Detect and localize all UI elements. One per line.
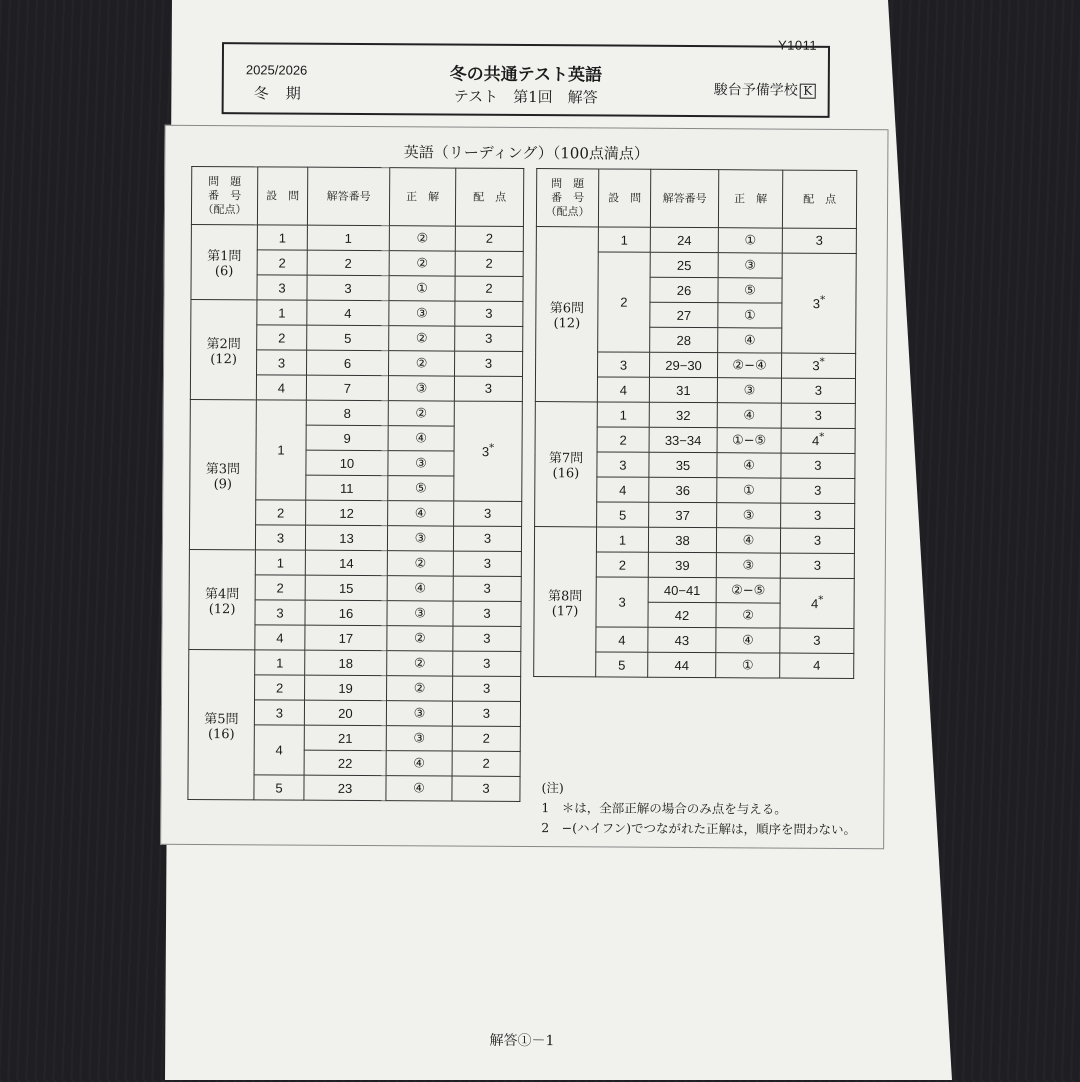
sub-question: 2: [255, 575, 305, 600]
points: [453, 626, 521, 651]
points: [782, 253, 857, 353]
answer-number: 10: [306, 450, 388, 476]
points: [453, 551, 521, 576]
correct-answer: ④: [386, 776, 452, 801]
table-row: [534, 527, 854, 554]
sub-question: 4: [596, 627, 648, 652]
points-value: 3: [815, 232, 823, 248]
question-points: (6): [214, 264, 234, 280]
answer-number: 17: [305, 625, 387, 651]
points: [452, 701, 520, 726]
question-points: (12): [210, 351, 237, 367]
answer-number: 22: [304, 750, 386, 776]
correct-answer: ②: [388, 401, 454, 426]
question-points: (16): [207, 726, 235, 742]
points: [455, 351, 523, 376]
question-points: (9): [213, 476, 233, 492]
question-number-cell: [190, 299, 257, 399]
school-name-text: 駿台予備学校: [713, 82, 798, 99]
sub-question: 3: [596, 577, 648, 627]
correct-answer: ③: [387, 526, 453, 551]
sub-question: 4: [254, 725, 304, 775]
points: [780, 553, 854, 578]
correct-answer: ⑤: [388, 476, 454, 501]
sub-question: 1: [257, 300, 307, 325]
points-value: 3: [812, 358, 820, 374]
points-star: *: [819, 357, 825, 369]
correct-answer: ②: [387, 626, 453, 651]
answer-number: 26: [650, 277, 718, 302]
points-value: 3: [812, 295, 821, 311]
answer-number: 13: [305, 525, 387, 551]
correct-answer: ③: [388, 451, 454, 476]
correct-answer: ①−⑤: [717, 428, 781, 453]
sub-question: 4: [597, 377, 649, 402]
correct-answer: ②−④: [717, 353, 781, 378]
sub-question: 4: [256, 375, 306, 400]
points-value: 3: [813, 507, 822, 523]
col-question-line: 問 題: [208, 174, 242, 188]
points: [455, 301, 523, 326]
points: [781, 503, 855, 528]
answer-number: 38: [648, 527, 716, 552]
points-value: 2: [482, 755, 490, 771]
correct-answer: ③: [386, 726, 452, 751]
sub-question: 3: [257, 350, 307, 375]
correct-answer: ①: [389, 276, 455, 301]
table-row: [191, 299, 523, 326]
question-number: 第1問: [207, 249, 242, 265]
correct-answer: ③: [716, 553, 780, 578]
sub-question: 3: [255, 525, 305, 550]
header-title: 冬の共通テスト英語: [449, 64, 603, 86]
answer-number: 4: [307, 300, 389, 326]
answer-number: 24: [650, 227, 718, 252]
question-number-cell: [535, 227, 598, 402]
answer-number: 28: [650, 327, 718, 352]
answer-sheet-content: [152, 0, 899, 1082]
points-star: *: [489, 442, 495, 454]
answer-number: 29−30: [649, 352, 717, 377]
points-star: *: [819, 432, 825, 444]
table-row: [536, 227, 856, 254]
sub-question: 2: [598, 252, 651, 352]
col-sub: 設 問: [257, 167, 307, 225]
correct-answer: ④: [388, 501, 454, 526]
correct-answer: ②: [387, 551, 453, 576]
answer-number: 37: [649, 502, 717, 527]
points: [453, 601, 521, 626]
correct-answer: ②−⑤: [716, 578, 780, 603]
sub-question: 1: [596, 527, 648, 552]
points-value: 3: [483, 505, 492, 521]
points-value: 3: [483, 655, 491, 671]
correct-answer: ①: [718, 228, 782, 253]
answer-number: 3: [307, 275, 389, 301]
correct-answer: ①: [717, 478, 781, 503]
sub-question: 1: [256, 400, 307, 500]
question-points: (17): [551, 603, 579, 619]
answer-number: 23: [304, 775, 386, 801]
notes: [541, 778, 856, 840]
question-number-cell: [189, 549, 256, 649]
answer-number: 40−41: [648, 577, 716, 602]
points: [780, 628, 854, 653]
points-value: 4: [813, 657, 821, 673]
points: [455, 326, 523, 351]
header-year: 2025/2026: [245, 62, 308, 78]
answer-number: 6: [307, 350, 389, 376]
question-number: 第3問: [205, 461, 241, 477]
col-answer-no: 解答番号: [650, 169, 718, 227]
sub-question: 2: [255, 675, 305, 700]
answer-number: 32: [649, 402, 717, 427]
col-correct: 正 解: [389, 168, 455, 226]
table-row: [189, 549, 521, 576]
question-number-cell: [188, 649, 255, 799]
points: [781, 428, 855, 453]
col-correct: 正 解: [718, 170, 782, 228]
correct-answer: ③: [717, 378, 781, 403]
sub-question: 5: [597, 502, 649, 527]
col-points: 配 点: [455, 168, 523, 226]
points-value: 3: [482, 680, 491, 696]
answer-number: 31: [649, 377, 717, 402]
question-number: 第2問: [206, 336, 241, 352]
points-star: *: [818, 594, 824, 606]
correct-answer: ④: [717, 453, 781, 478]
col-answer-no: 解答番号: [307, 167, 389, 225]
notes-line-1: 1 ＊は，全部正解の場合のみ点を与える。: [541, 800, 787, 817]
table-row: [190, 399, 522, 426]
points-value: 3: [813, 632, 821, 648]
correct-answer: ④: [718, 328, 782, 353]
question-points: (12): [208, 601, 236, 617]
points-value: 3: [483, 530, 492, 546]
answer-number: 7: [306, 375, 388, 401]
points-value: 4: [810, 595, 819, 611]
question-number: 第5問: [204, 711, 239, 727]
correct-answer: ③: [717, 503, 781, 528]
correct-answer: ②: [389, 251, 455, 276]
question-number-cell: [535, 402, 598, 527]
points-value: 3: [483, 580, 491, 596]
points-value: 2: [482, 730, 490, 746]
points-value: 3: [485, 305, 493, 321]
answer-number: 9: [306, 425, 388, 451]
points: [781, 378, 855, 403]
answer-number: 43: [648, 627, 716, 652]
table-row: [535, 402, 855, 429]
points-value: 3: [483, 630, 491, 646]
sub-question: 2: [257, 250, 307, 275]
points: [453, 526, 521, 551]
answer-number: 36: [649, 477, 717, 502]
answer-number: 25: [650, 252, 718, 277]
correct-answer: ④: [716, 528, 780, 553]
points: [454, 501, 522, 526]
document-code: Y1011: [777, 37, 818, 53]
answer-number: 11: [306, 475, 388, 501]
answer-number: 19: [305, 675, 387, 701]
points-value: 3: [813, 557, 822, 573]
correct-answer: ④: [716, 628, 780, 653]
answer-number: 5: [307, 325, 389, 351]
table-row: [189, 649, 521, 676]
sub-question: 5: [596, 652, 648, 677]
answer-number: 2: [307, 250, 389, 276]
sub-question: 2: [257, 325, 307, 350]
answer-number: 33−34: [649, 427, 717, 452]
points: [782, 228, 856, 253]
sub-question: 1: [255, 650, 305, 675]
answer-number: 44: [648, 652, 716, 677]
sub-question: 4: [597, 477, 649, 502]
points: [455, 226, 523, 251]
answer-number: 39: [648, 552, 716, 577]
points: [455, 251, 523, 276]
sub-question: 3: [255, 600, 305, 625]
sub-question: 4: [255, 625, 305, 650]
answer-number: 15: [305, 575, 387, 601]
correct-answer: ⑤: [718, 278, 782, 303]
correct-answer: ④: [717, 403, 781, 428]
points-value: 3: [483, 605, 491, 621]
question-number: 第8問: [547, 588, 583, 604]
points: [452, 776, 520, 801]
correct-answer: ②: [389, 226, 455, 251]
points-value: 3: [483, 555, 492, 571]
sub-question: 1: [597, 402, 649, 427]
correct-answer: ②: [716, 603, 780, 628]
sub-question: 1: [257, 225, 307, 250]
points-value: 2: [485, 230, 493, 246]
points: [781, 478, 855, 503]
sub-question: 2: [596, 552, 648, 577]
school-name: [714, 79, 816, 100]
question-number: 第6問: [549, 301, 585, 317]
answer-table-left: [187, 166, 524, 802]
points-value: 3: [813, 532, 822, 548]
points: [781, 353, 855, 378]
question-points: (16): [552, 466, 580, 482]
points-value: 3: [814, 482, 822, 498]
points: [781, 403, 855, 428]
points-value: 3: [814, 382, 823, 398]
points: [453, 676, 521, 701]
school-mark: K: [800, 84, 816, 99]
points: [455, 276, 523, 301]
sub-question: 5: [254, 775, 304, 800]
table-title: 英語（リーディング）（100点満点）: [403, 143, 649, 163]
col-points: 配 点: [782, 170, 856, 228]
points: [780, 578, 854, 628]
points-star: *: [820, 294, 826, 306]
question-number: 第7問: [548, 451, 584, 467]
sub-question: 2: [256, 500, 306, 525]
answer-number: 21: [304, 725, 386, 751]
header-subtitle: テスト 第1回 解答: [453, 87, 598, 107]
points: [780, 528, 854, 553]
correct-answer: ①: [718, 303, 782, 328]
sub-question: 3: [597, 452, 649, 477]
points: [454, 376, 522, 401]
points: [454, 401, 523, 501]
question-number: 第4問: [204, 586, 240, 602]
answer-number: 27: [650, 302, 718, 327]
points-value: 3: [484, 355, 493, 371]
sub-question: 1: [255, 550, 305, 575]
sub-question: 1: [598, 227, 650, 252]
question-number-cell: [191, 224, 257, 299]
points: [780, 653, 854, 678]
points: [453, 651, 521, 676]
table-row: [191, 224, 523, 251]
col-question-line: 問 題: [551, 176, 585, 190]
answer-number: 20: [304, 700, 386, 726]
points: [452, 726, 520, 751]
header-season: 冬 期: [253, 84, 302, 103]
answer-number: 8: [306, 400, 388, 426]
correct-answer: ②: [389, 351, 455, 376]
question-number-cell: [189, 399, 256, 549]
points: [452, 751, 520, 776]
header-box: [222, 42, 830, 118]
correct-answer: ②: [389, 326, 455, 351]
correct-answer: ③: [386, 701, 452, 726]
points: [781, 453, 855, 478]
answer-table-right: [533, 168, 857, 679]
col-question-line: 番 号: [208, 188, 242, 202]
correct-answer: ④: [387, 576, 453, 601]
col-question: [191, 166, 257, 224]
answer-number: 18: [305, 650, 387, 676]
points-value: 3: [485, 330, 493, 346]
points-value: 4: [811, 433, 820, 449]
answer-number: 1: [307, 225, 389, 251]
sub-question: 3: [597, 352, 649, 377]
col-question: [536, 169, 598, 227]
col-question-line: （配点）: [202, 202, 247, 216]
correct-answer: ③: [387, 601, 453, 626]
correct-answer: ①: [716, 653, 780, 678]
points-value: 3: [481, 443, 490, 459]
question-number-cell: [534, 527, 597, 677]
correct-answer: ③: [389, 301, 455, 326]
points-value: 3: [814, 407, 822, 423]
answer-number: 16: [305, 600, 387, 626]
points-value: 3: [482, 705, 491, 721]
col-question-line: 番 号: [551, 190, 585, 204]
correct-answer: ④: [386, 751, 452, 776]
question-points: (12): [553, 316, 581, 332]
sub-question: 3: [254, 700, 304, 725]
col-question-line: （配点）: [545, 204, 590, 218]
answer-number: 42: [648, 602, 716, 627]
correct-answer: ②: [387, 676, 453, 701]
points-value: 3: [482, 780, 490, 796]
correct-answer: ②: [387, 651, 453, 676]
notes-head: (注): [541, 780, 564, 796]
col-sub: 設 問: [598, 169, 650, 227]
points-value: 3: [814, 457, 822, 473]
correct-answer: ③: [718, 253, 782, 278]
sub-question: 3: [257, 275, 307, 300]
sub-question: 2: [597, 427, 649, 452]
answer-number: 12: [306, 500, 388, 526]
points-value: 2: [485, 280, 493, 296]
answer-number: 35: [649, 452, 717, 477]
correct-answer: ③: [388, 376, 454, 401]
correct-answer: ④: [388, 426, 454, 451]
points-value: 3: [484, 380, 493, 396]
page-footer: 解答①－1: [489, 1032, 555, 1050]
points: [453, 576, 521, 601]
answer-table-box: [160, 125, 888, 849]
points-value: 2: [485, 255, 493, 271]
notes-line-2: 2 −(ハイフン)でつながれた正解は，順序を問わない。: [541, 820, 857, 838]
answer-number: 14: [305, 550, 387, 576]
